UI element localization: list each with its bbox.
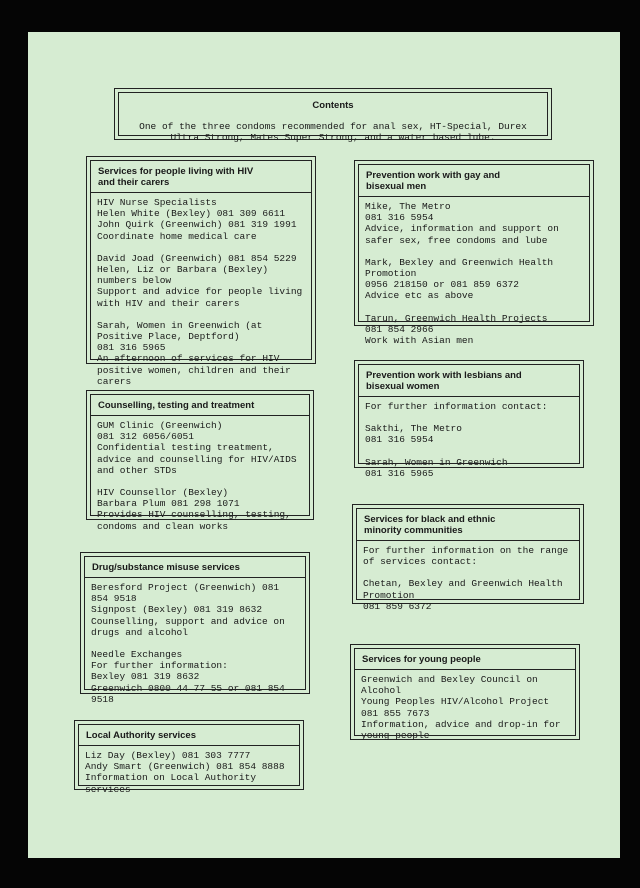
entry-line: Support and advice for people living: [97, 286, 303, 298]
local-box-body: [75, 746, 303, 801]
title-line: Prevention work with lesbians and: [366, 370, 522, 381]
entry-line: Advice, information and support on: [365, 223, 559, 235]
entry-line: 9518: [91, 693, 114, 705]
entry-line: safer sex, free condoms and lube: [365, 234, 548, 246]
black-ethnic-minority-box: [352, 504, 584, 612]
entry-line: Promotion: [363, 589, 415, 601]
entry-line: Bexley 081 319 8632: [91, 671, 200, 683]
entry-line: 081 316 5954: [365, 212, 434, 224]
entry-line: Promotion: [365, 268, 417, 280]
entry-line: Barbara Plum 081 298 1071: [97, 498, 240, 510]
entry-line: Sakthi, The Metro: [365, 423, 462, 435]
entry-line: Provides HIV counselling, testing,: [97, 509, 291, 521]
title-line: Counselling, testing and treatment: [98, 400, 255, 411]
entry-line: For further information on the range: [363, 545, 569, 556]
contact-entry: [97, 197, 305, 242]
title-line: bisexual women: [366, 381, 440, 392]
entry-line: Alcohol: [361, 685, 401, 697]
contents-box: [114, 88, 552, 144]
entry-line: drugs and alcohol: [91, 626, 188, 638]
contact-entry: [91, 649, 299, 705]
entry-line: 081 855 7673: [361, 707, 430, 719]
entry-line: Information, advice and drop-in for: [361, 718, 561, 730]
entry-line: Advice etc as above: [365, 290, 474, 302]
entry-line: advice and counselling for HIV/AIDS: [97, 453, 297, 465]
entry-line: 081 316 5954: [365, 434, 434, 446]
title-line: Services for black and ethnic: [364, 514, 496, 525]
entry-line: Helen, Liz or Barbara (Bexley): [97, 264, 269, 276]
entry-line: Greenwich and Bexley Council on: [361, 674, 538, 685]
entry-line: carers: [97, 375, 132, 387]
drug-box-title: [84, 556, 306, 578]
hiv-services-box: [86, 156, 316, 387]
entry-line: Mike, The Metro: [365, 201, 451, 212]
young-box-body: [351, 670, 579, 747]
contact-entry: [365, 423, 573, 445]
entry-line: GUM Clinic (Greenwich): [97, 420, 223, 431]
entry-line: Counselling, support and advice on: [91, 615, 285, 627]
gay-bisexual-men-box: [354, 160, 594, 347]
local-authority-box: [74, 720, 304, 795]
contact-entry: [97, 320, 305, 387]
entry-line: young people: [361, 730, 430, 742]
hiv-box-body: [87, 193, 315, 393]
contact-entry: [365, 201, 583, 246]
entry-line: Coordinate home medical care: [97, 230, 257, 242]
contact-entry: [361, 674, 569, 741]
leaflet-page: [28, 32, 620, 858]
entry-line: positive women, children and their: [97, 364, 291, 376]
entry-line: Greenwich 0800 44 77 55 or 081 854: [91, 682, 285, 694]
counselling-box-body: [87, 416, 313, 538]
entry-line: 081 859 6372: [363, 600, 432, 612]
title-line: minority communities: [364, 525, 463, 536]
entry-line: 081 854 2966: [365, 323, 434, 335]
counselling-testing-box: [86, 390, 314, 532]
entry-line: Sarah, Women in Greenwich (at: [97, 319, 263, 331]
title-line: Prevention work with gay and: [366, 170, 501, 181]
entry-line: services: [85, 783, 131, 795]
entry-line: For further information:: [91, 660, 228, 672]
title-line: Local Authority services: [86, 730, 196, 741]
entry-line: 854 9518: [91, 593, 137, 605]
contact-entry: [85, 750, 293, 795]
entry-line: Liz Day (Bexley) 081 303 7777: [85, 750, 251, 761]
entry-line: 0956 218150 or 081 859 6372: [365, 279, 519, 291]
entry-line: Work with Asian men: [365, 335, 474, 347]
hiv-box-title: [90, 160, 312, 193]
title-line: Services for people living with HIV: [98, 166, 254, 177]
entry-line: and other STDs: [97, 464, 177, 476]
contents-line: Ultra Strong, Mates Super Strong, and a water based lube.: [170, 132, 496, 144]
drug-box-body: [81, 578, 309, 711]
contact-entry: [363, 578, 573, 612]
drug-misuse-box: [80, 552, 310, 705]
entry-line: Sarah, Women in Greenwich: [365, 456, 508, 468]
contact-entry: [97, 253, 305, 309]
title-line: Drug/substance misuse services: [92, 562, 240, 573]
title-line: Services for young people: [362, 654, 481, 665]
entry-line: condoms and clean works: [97, 520, 229, 532]
entry-line: Andy Smart (Greenwich) 081 854 8888: [85, 761, 285, 773]
lesbian-box-body: [355, 397, 583, 485]
young-people-box: [350, 644, 580, 740]
entry-line: Information on Local Authority: [85, 772, 257, 784]
contact-entry: [365, 313, 583, 347]
contact-entry: [363, 545, 573, 567]
title-line: bisexual men: [366, 181, 427, 192]
entry-line: John Quirk (Greenwich) 081 319 1991: [97, 219, 297, 231]
entry-line: Signpost (Bexley) 081 319 8632: [91, 604, 263, 616]
entry-line: HIV Counsellor (Bexley): [97, 487, 229, 499]
title-line: and their carers: [98, 177, 170, 188]
entry-line: Young Peoples HIV/Alcohol Project: [361, 696, 550, 708]
contents-text: [115, 115, 551, 149]
entry-line: of services contact:: [363, 556, 478, 568]
entry-line: 081 312 6056/6051: [97, 431, 194, 443]
entry-line: 081 316 5965: [97, 342, 166, 354]
entry-line: numbers below: [97, 275, 172, 287]
counselling-box-title: [90, 394, 310, 416]
lesbian-box-title: [358, 364, 580, 397]
local-box-title: [78, 724, 300, 746]
young-box-title: [354, 648, 576, 670]
entry-line: Confidential testing treatment,: [97, 442, 274, 454]
entry-line: For further information contact:: [365, 401, 548, 412]
gay-box-title: [358, 164, 590, 197]
contact-entry: [365, 401, 573, 412]
contents-line: One of the three condoms recommended for anal sex, HT-Special, Durex: [139, 121, 527, 132]
contact-entry: [97, 487, 303, 532]
contact-entry: [365, 457, 573, 479]
entry-line: Positive Place, Deptford): [97, 331, 240, 343]
entry-line: Beresford Project (Greenwich) 081: [91, 582, 280, 593]
entry-line: Helen White (Bexley) 081 309 6611: [97, 208, 286, 220]
entry-line: with HIV and their carers: [97, 297, 240, 309]
entry-line: David Joad (Greenwich) 081 854 5229: [97, 252, 297, 264]
entry-line: HIV Nurse Specialists: [97, 197, 217, 208]
entry-line: Mark, Bexley and Greenwich Health: [365, 256, 554, 268]
contact-entry: [97, 420, 303, 476]
ethnic-box-title: [356, 508, 580, 541]
lesbian-bisexual-women-box: [354, 360, 584, 479]
contents-title: Contents: [312, 100, 354, 111]
entry-line: Needle Exchanges: [91, 649, 183, 661]
contact-entry: [91, 582, 299, 638]
contact-entry: [365, 257, 583, 302]
gay-box-body: [355, 197, 593, 352]
entry-line: An afternoon of services for HIV: [97, 353, 280, 365]
ethnic-box-body: [353, 541, 583, 618]
entry-line: Tarun, Greenwich Health Projects: [365, 312, 548, 324]
entry-line: 081 316 5965: [365, 467, 434, 479]
entry-line: Chetan, Bexley and Greenwich Health: [363, 578, 563, 590]
